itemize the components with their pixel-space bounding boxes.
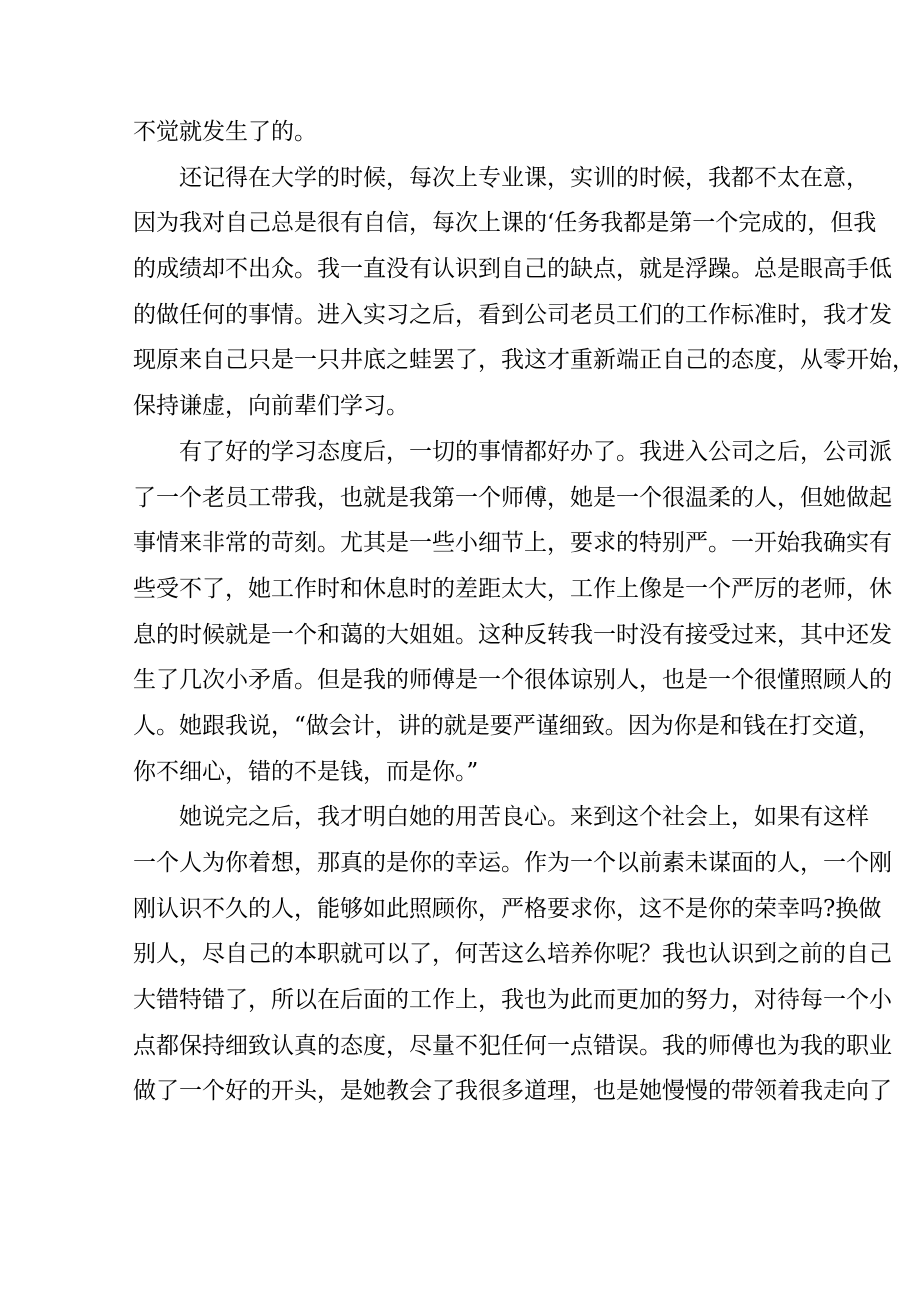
text-line: 别人，尽自己的本职就可以了，何苦这么培养你呢？我也认识到之前的自己: [133, 941, 892, 968]
text-line: 生了几次小矛盾。但是我的师傅是一个很体谅别人，也是一个很懂照顾人的: [133, 667, 892, 694]
text-line: 点都保持细致认真的态度，尽量不犯任何一点错误。我的师傅也为我的职业: [133, 1032, 892, 1059]
text-line: 保持谦虚，向前辈们学习。: [133, 393, 409, 420]
text-line: 的做任何的事情。进入实习之后，看到公司老员工们的工作标准时，我才发: [133, 301, 892, 328]
text-line: 不觉就发生了的。: [133, 119, 317, 145]
text-line: 大错特错了，所以在后面的工作上，我也为此而更加的努力，对待每一个小: [133, 987, 892, 1014]
text-line: 了一个老员工带我，也就是我第一个师傅，她是一个很温柔的人，但她做起: [133, 484, 892, 511]
paragraph-first-line: 她说完之后，我才明白她的用苦良心。来到这个社会上，如果有这样: [179, 804, 869, 831]
text-line: 人。她跟我说，“做会计，讲的就是要严谨细致。因为你是和钱在打交道，: [133, 712, 881, 739]
document-body: [133, 110, 915, 1115]
text-line: 你不细心，错的不是钱，而是你。”: [133, 758, 479, 785]
text-line: 的成绩却不出众。我一直没有认识到自己的缺点，就是浮躁。总是眼高手低: [133, 256, 892, 283]
text-line: 刚认识不久的人，能够如此照顾你，严格要求你，这不是你的荣幸吗?换做: [133, 895, 882, 922]
paragraph-first-line: 有了好的学习态度后，一切的事情都好办了。我进入公司之后，公司派: [179, 438, 892, 465]
text-line: 一个人为你着想，那真的是你的幸运。作为一个以前素未谋面的人，一个刚: [133, 850, 892, 876]
text-line: 些受不了，她工作时和休息时的差距太大，工作上像是一个严厉的老师，休: [133, 575, 892, 602]
text-line: 因为我对自己总是很有自信，每次上课的‘任务我都是第一个完成的，但我: [133, 210, 877, 237]
text-line: 现原来自己只是一只井底之蛙罢了，我这才重新端正自己的态度，从零开始，: [133, 347, 915, 374]
paragraph-first-line: 还记得在大学的时候，每次上专业课，实训的时候，我都不太在意，: [179, 164, 869, 191]
text-line: 息的时候就是一个和蔼的大姐姐。这种反转我一时没有接受过来，其中还发: [133, 621, 892, 648]
text-line: 事情来非常的苛刻。尤其是一些小细节上，要求的特别严。一开始我确实有: [133, 530, 892, 557]
text-line: 做了一个好的开头，是她教会了我很多道理，也是她慢慢的带领着我走向了: [133, 1078, 892, 1105]
